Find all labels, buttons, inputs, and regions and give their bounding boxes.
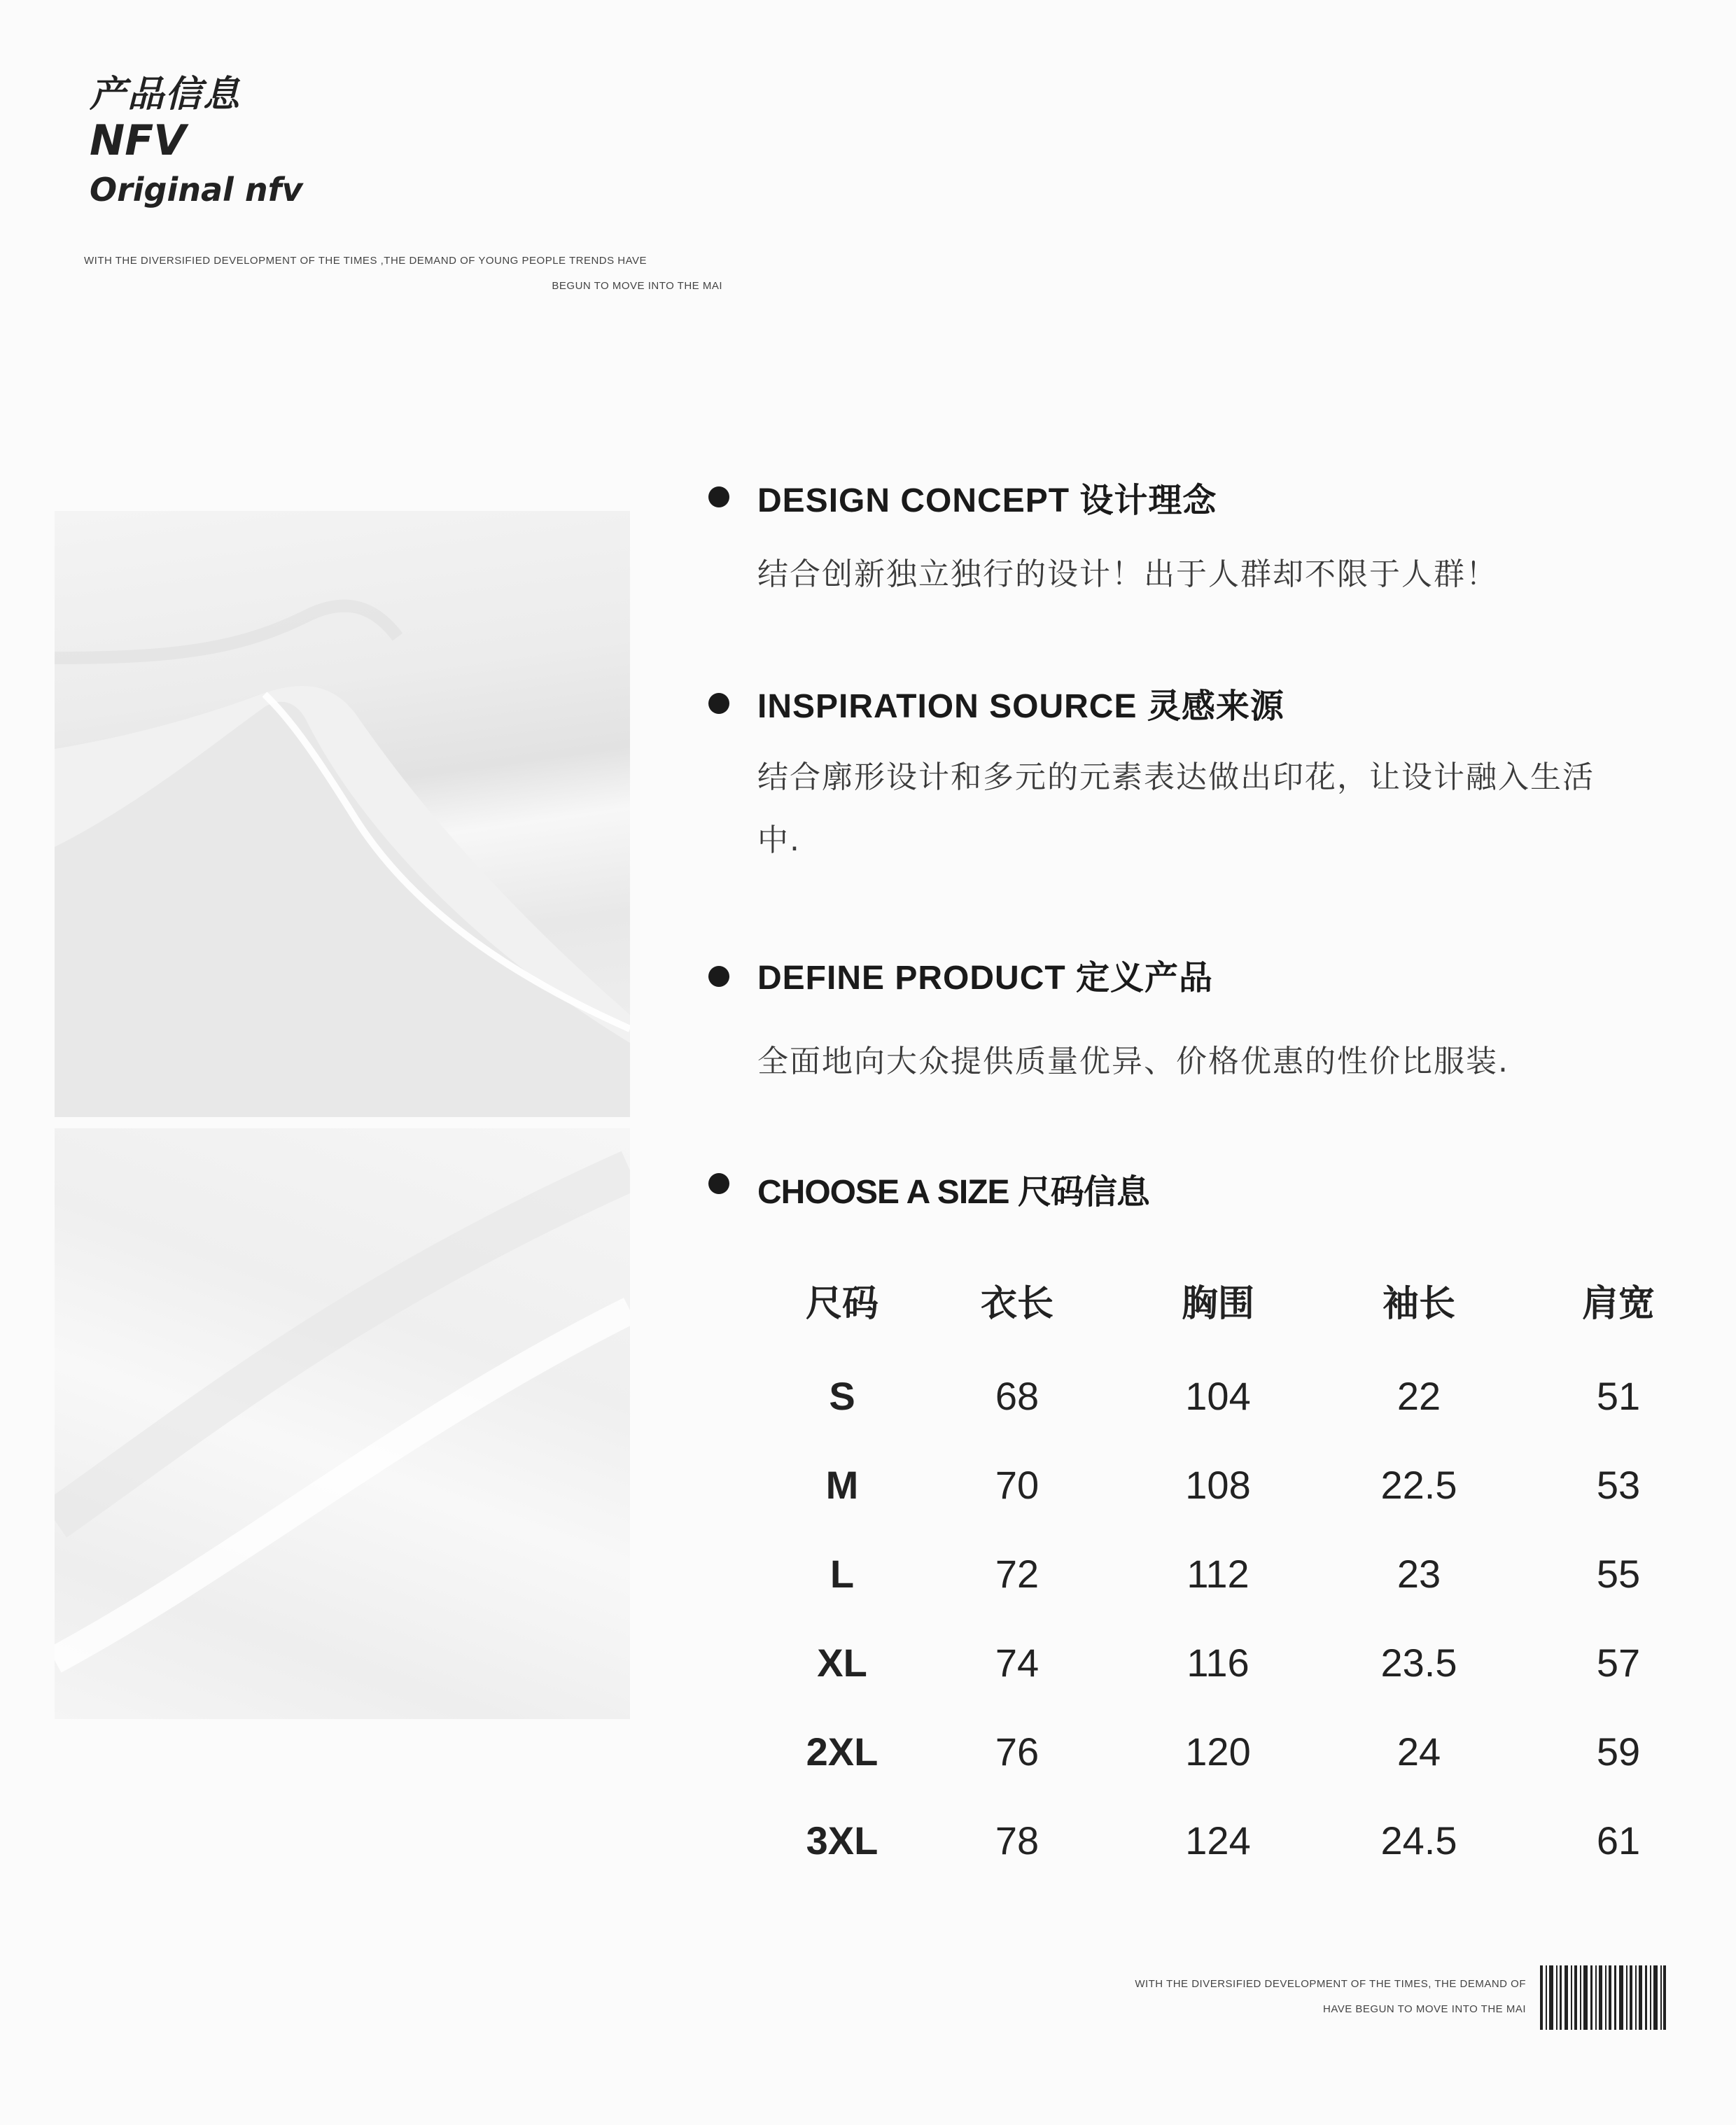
sleeve-value: 23 xyxy=(1396,1552,1441,1596)
size-label: 2XL xyxy=(806,1730,878,1774)
section-bullet xyxy=(708,1173,729,1194)
header-shoulder: 肩宽 xyxy=(1581,1283,1655,1325)
sleeve-value: 24 xyxy=(1396,1730,1441,1774)
header-size: 尺码 xyxy=(805,1283,878,1325)
barcode-icon xyxy=(1540,1965,1666,2030)
section-bullet xyxy=(708,966,729,987)
chest-value: 104 xyxy=(1185,1374,1251,1418)
sleeve-value: 24.5 xyxy=(1380,1818,1457,1863)
sleeve-value: 22 xyxy=(1396,1374,1441,1418)
fabric-photo-top xyxy=(55,511,630,1117)
table-row xyxy=(742,1818,1666,1874)
size-label: XL xyxy=(817,1641,867,1685)
shoulder-value: 59 xyxy=(1596,1730,1641,1774)
header-tagline-line1: WITH THE DIVERSIFIED DEVELOPMENT OF THE TIMES ,THE DEMAND OF YOUNG PEOPLE TRENDS HAVE xyxy=(84,255,648,267)
choose-size-title: CHOOSE A SIZE 尺码信息 xyxy=(757,1174,1149,1211)
chest-value: 120 xyxy=(1185,1730,1251,1774)
header-length: 衣长 xyxy=(980,1283,1054,1325)
shoulder-value: 51 xyxy=(1596,1374,1641,1418)
sleeve-value: 22.5 xyxy=(1380,1463,1457,1507)
table-row xyxy=(742,1640,1666,1696)
size-label: S xyxy=(829,1374,855,1418)
size-label: L xyxy=(830,1552,855,1596)
footer-tagline-line2: HAVE BEGUN TO MOVE INTO THE MAI xyxy=(1323,2003,1526,2015)
fabric-photo-bottom xyxy=(55,1128,630,1719)
header-tagline-line2: BEGUN TO MOVE INTO THE MAI xyxy=(552,280,722,292)
chest-value: 124 xyxy=(1185,1818,1251,1863)
brand-name: NFV xyxy=(90,116,186,165)
size-label: 3XL xyxy=(806,1818,878,1863)
sleeve-value: 23.5 xyxy=(1380,1641,1457,1685)
chest-value: 112 xyxy=(1186,1552,1250,1596)
design-concept-text: 结合创新独立独行的设计！出于人群却不限于人群！ xyxy=(757,556,1498,592)
length-value: 76 xyxy=(995,1730,1040,1774)
length-value: 70 xyxy=(995,1463,1040,1507)
chest-value: 116 xyxy=(1186,1641,1250,1685)
size-table-header xyxy=(742,1274,1666,1330)
table-row xyxy=(742,1373,1666,1429)
chest-value: 108 xyxy=(1185,1463,1251,1507)
brand-subtitle: Original nfv xyxy=(90,171,303,209)
product-info-heading: 产品信息 xyxy=(90,73,241,115)
header-sleeve: 袖长 xyxy=(1382,1283,1455,1325)
inspiration-source-text: 结合廓形设计和多元的元素表达做出印花，让设计融入生活中. xyxy=(757,759,1595,858)
length-value: 74 xyxy=(995,1641,1040,1685)
size-label: M xyxy=(825,1463,859,1507)
length-value: 78 xyxy=(995,1818,1040,1863)
design-concept-title: DESIGN CONCEPT 设计理念 xyxy=(757,482,1217,519)
table-row xyxy=(742,1729,1666,1785)
shoulder-value: 61 xyxy=(1596,1818,1641,1863)
define-product-title: DEFINE PRODUCT 定义产品 xyxy=(757,960,1214,997)
footer-tagline-line1: WITH THE DIVERSIFIED DEVELOPMENT OF THE TIMES, THE DEMAND OF xyxy=(1135,1978,1526,1990)
length-value: 72 xyxy=(995,1552,1040,1596)
define-product-text: 全面地向大众提供质量优异、价格优惠的性价比服装. xyxy=(757,1044,1509,1079)
header-chest: 胸围 xyxy=(1181,1283,1254,1325)
section-bullet xyxy=(708,693,729,714)
shoulder-value: 53 xyxy=(1596,1463,1641,1507)
section-bullet xyxy=(708,486,729,507)
table-row xyxy=(742,1551,1666,1607)
table-row xyxy=(742,1462,1666,1518)
inspiration-source-title: INSPIRATION SOURCE 灵感来源 xyxy=(757,688,1284,725)
shoulder-value: 57 xyxy=(1596,1641,1641,1685)
shoulder-value: 55 xyxy=(1596,1552,1641,1596)
length-value: 68 xyxy=(995,1374,1040,1418)
